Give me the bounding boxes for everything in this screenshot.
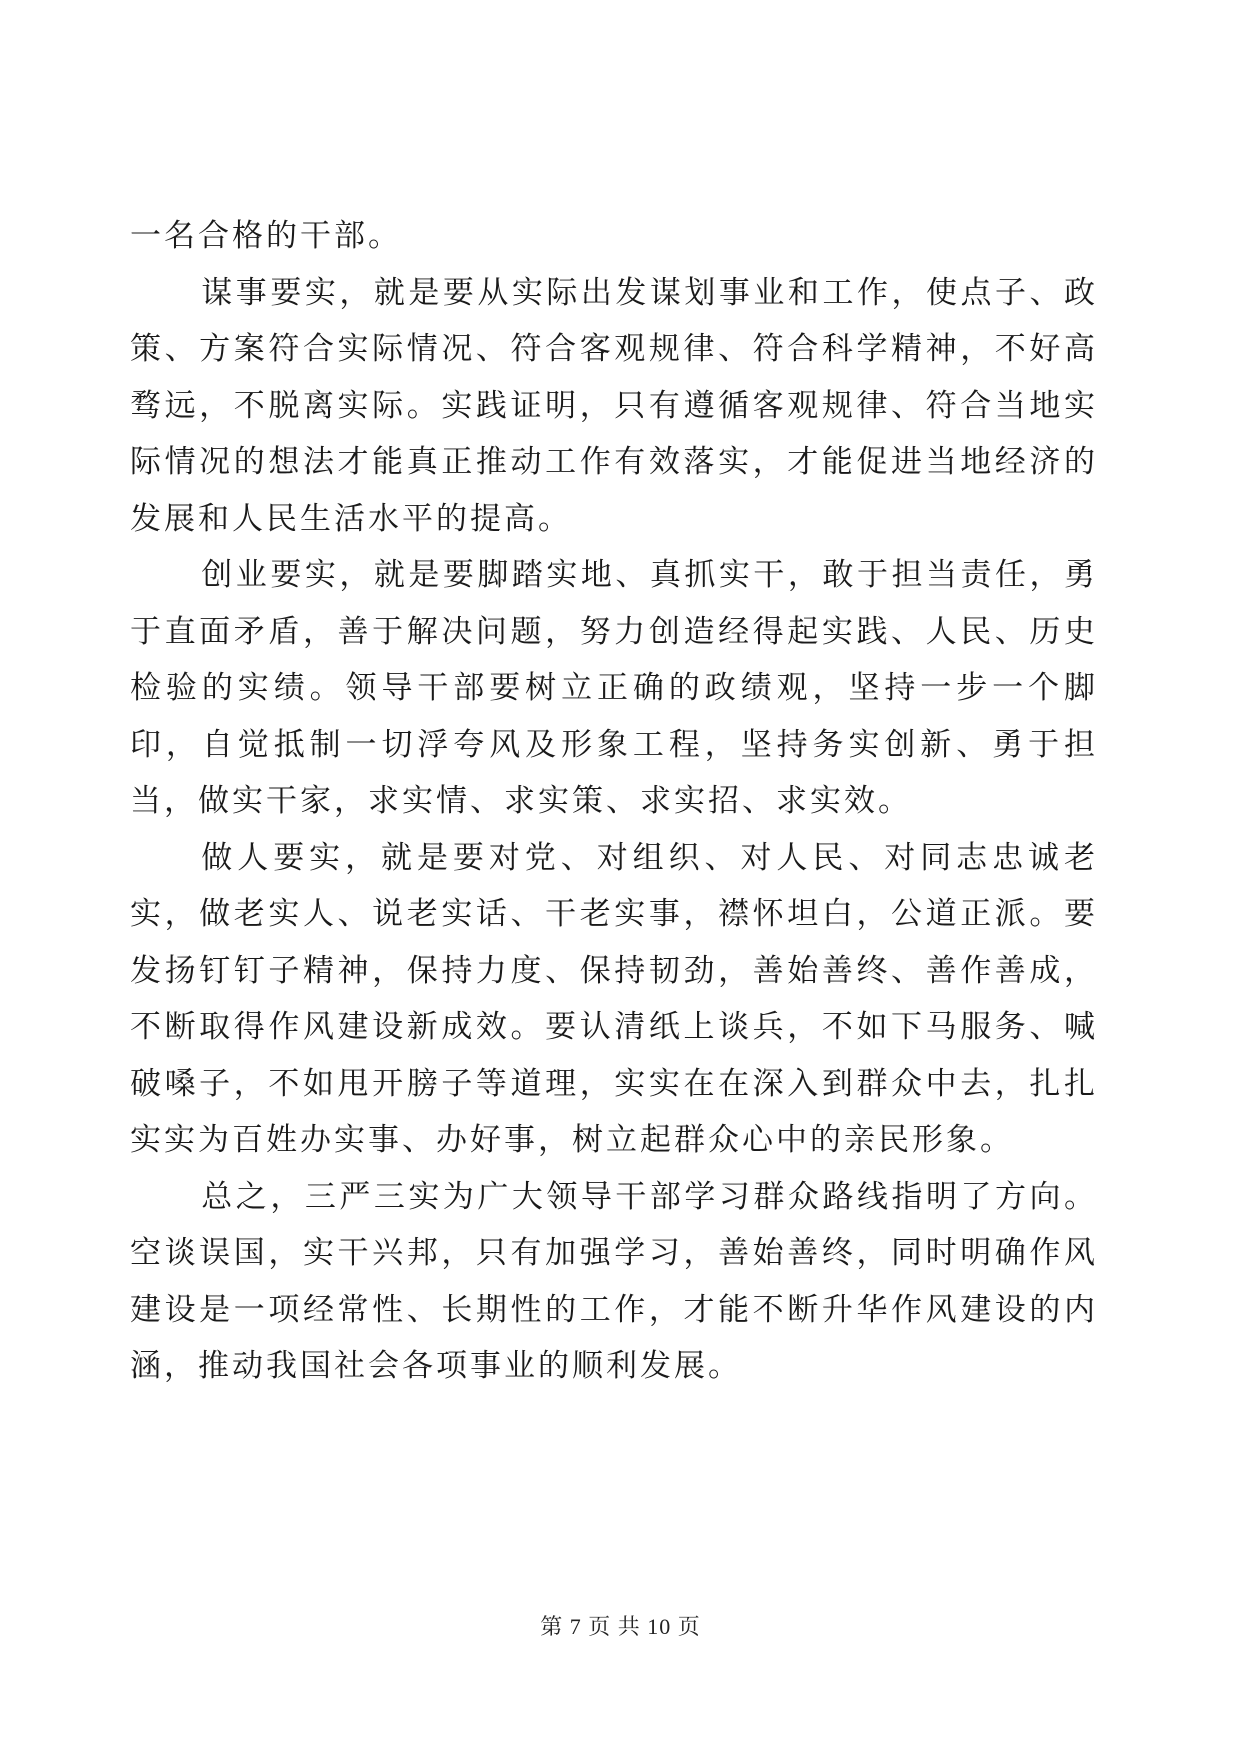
document-body (130, 208, 1098, 1395)
paragraph-conduct: 做人要实，就是要对党、对组织、对人民、对同志忠诚老实，做老实人、说老实话、干老实事，襟怀坦白，公道正派。要发扬钉钉子精神，保持力度、保持韧劲，善始善终、善作善成，不断取得作风建设新成效。要认清纸上谈兵，不如下马服务、喊破嗓子，不如甩开膀子等道理，实实在在深入到群众中去，扎扎实实为百姓办实事、办好事，树立起群众心中的亲民形象。 (130, 839, 1098, 1158)
paragraph-continuation: 一名合格的干部。 (130, 218, 402, 254)
page-number-footer: 第 7 页 共 10 页 (540, 1614, 701, 1639)
paragraph-entrepreneurship: 创业要实，就是要脚踏实地、真抓实干，敢于担当责任，勇于直面矛盾，善于解决问题，努力创造经得起实践、人民、历史检验的实绩。领导干部要树立正确的政绩观，坚持一步一个脚印，自觉抵制一切浮夸风及形象工程，坚持务实创新、勇于担当，做实干家，求实情、求实策、求实招、求实效。 (130, 557, 1098, 819)
paragraph-conclusion: 总之，三严三实为广大领导干部学习群众路线指明了方向。空谈误国，实干兴邦，只有加强学习，善始善终，同时明确作风建设是一项经常性、长期性的工作，才能不断升华作风建设的内涵，推动我国社会各项事业的顺利发展。 (130, 1178, 1098, 1384)
paragraph-planning: 谋事要实，就是要从实际出发谋划事业和工作，使点子、政策、方案符合实际情况、符合客观规律、符合科学精神，不好高骛远，不脱离实际。实践证明，只有遵循客观规律、符合当地实际情况的想法才能真正推动工作有效落实，才能促进当地经济的发展和人民生活水平的提高。 (130, 274, 1098, 537)
